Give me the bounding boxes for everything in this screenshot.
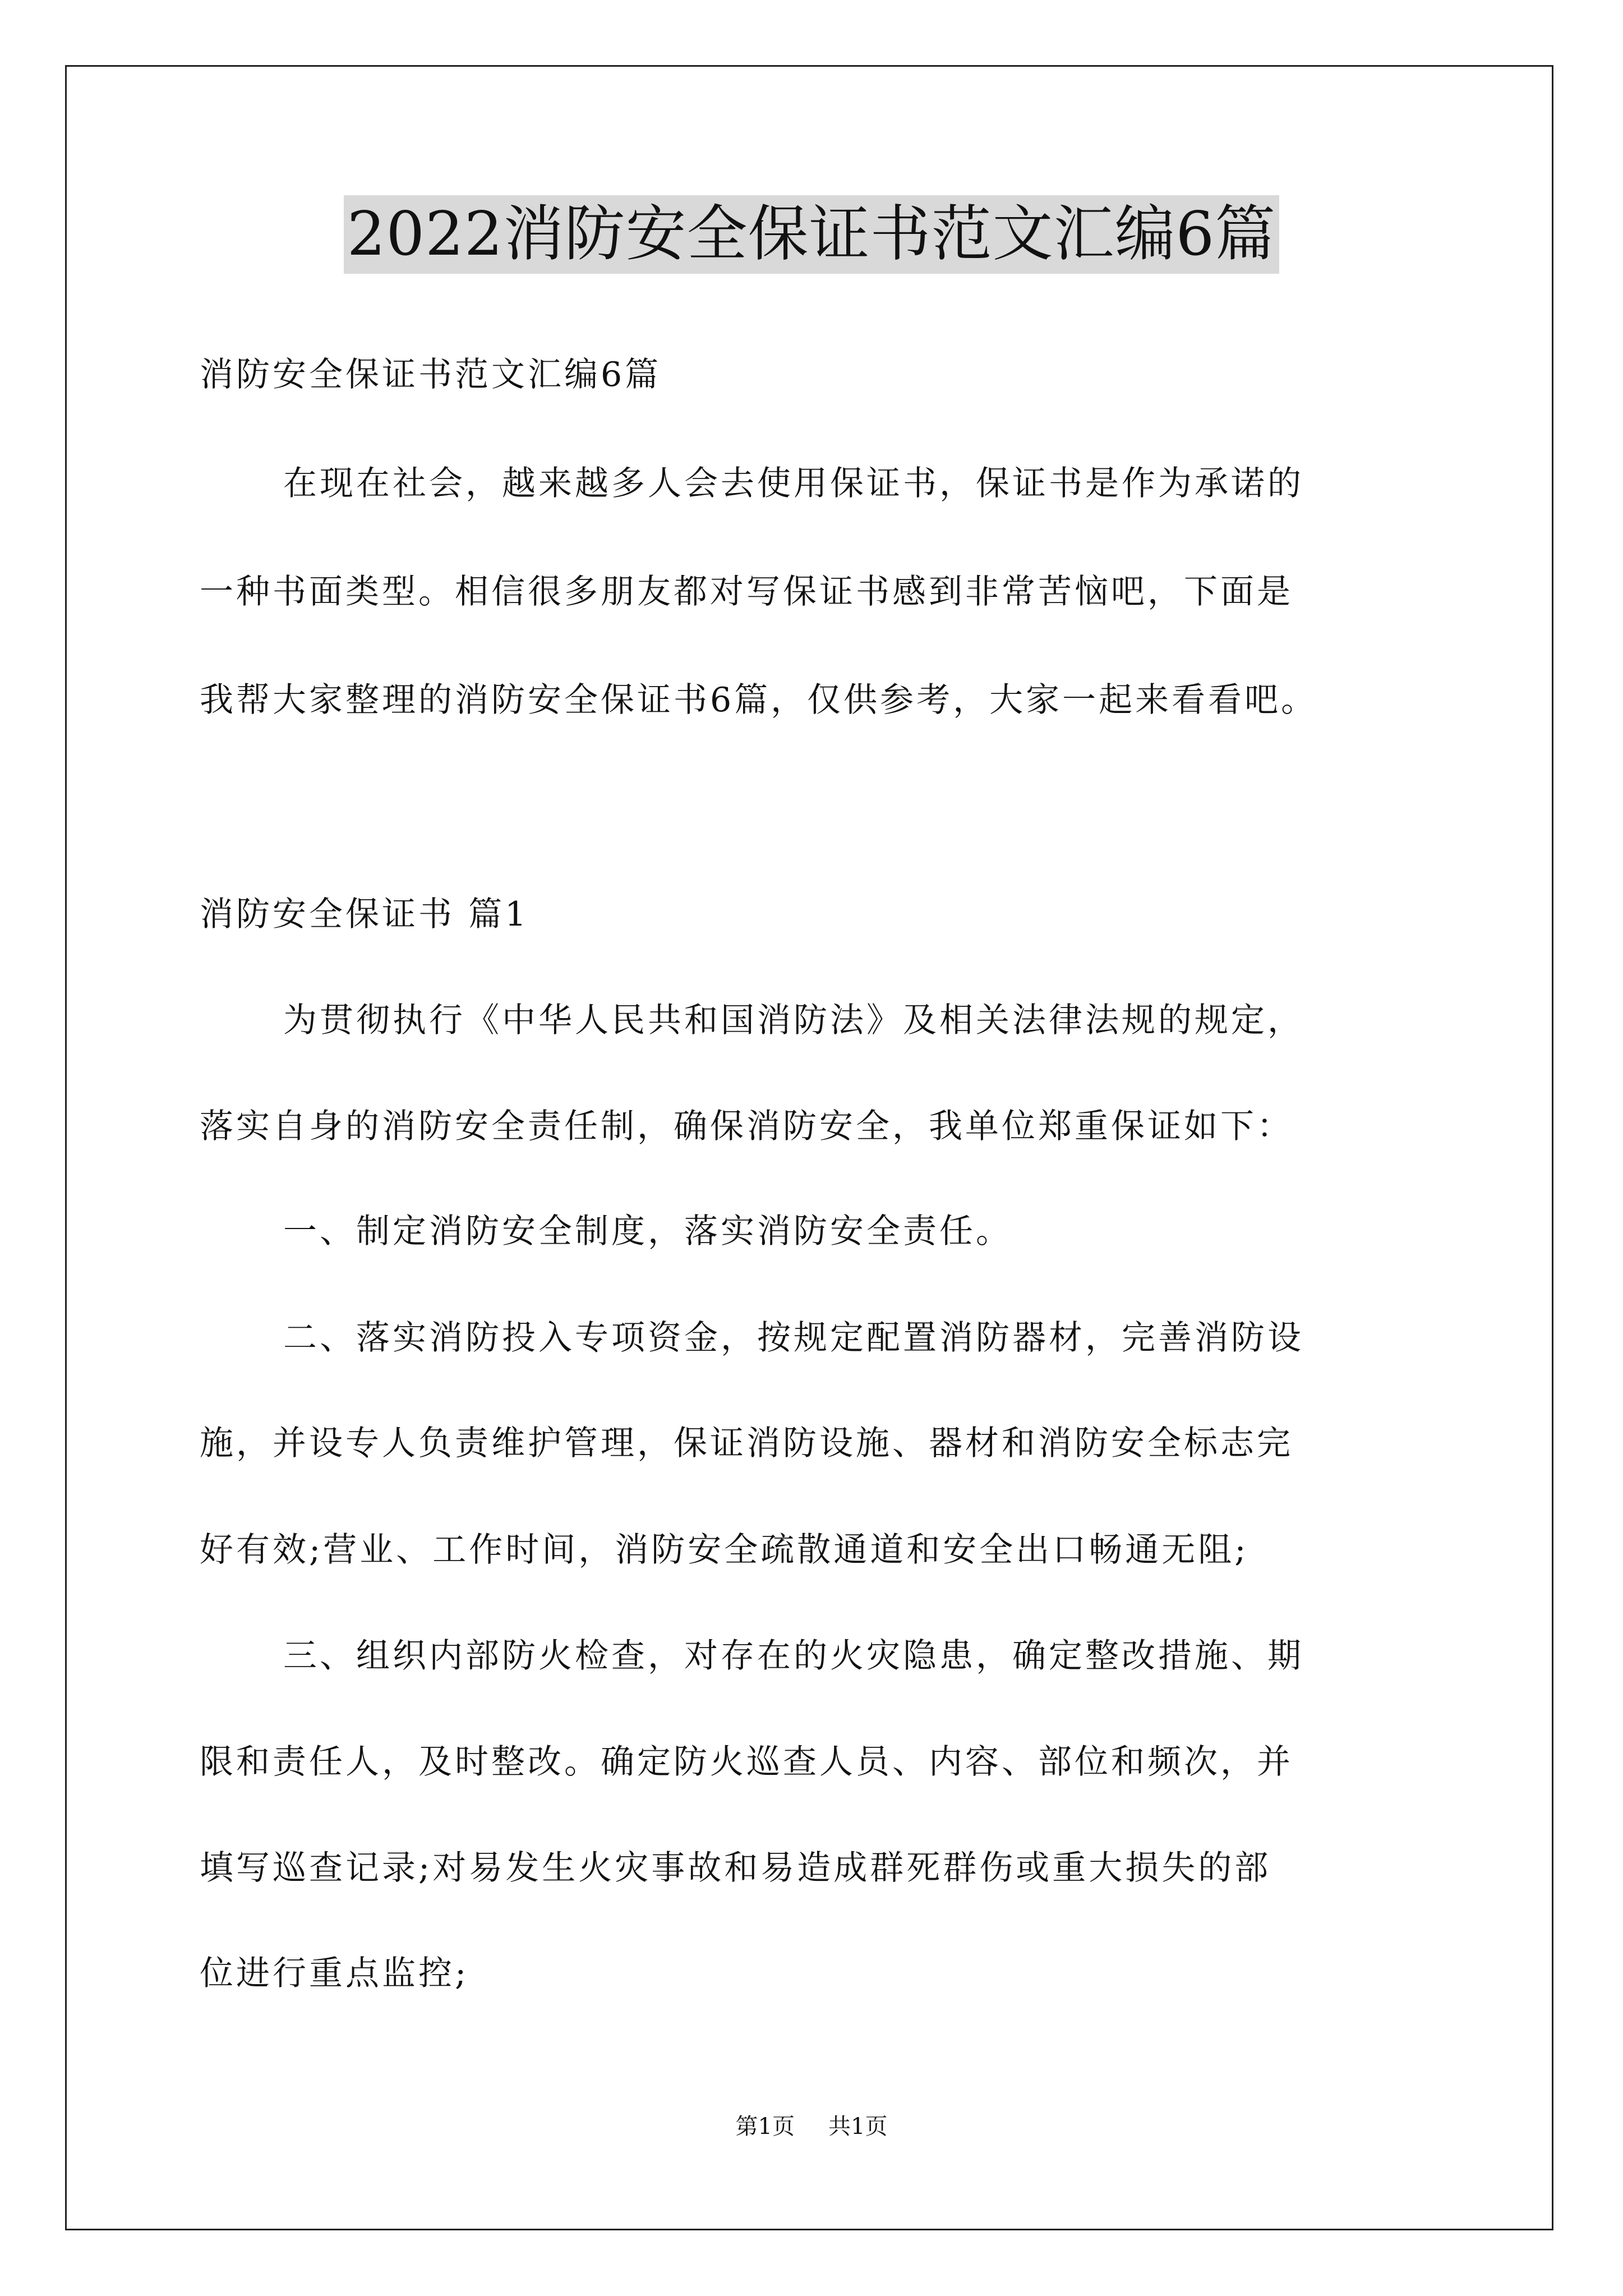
intro-line: 我帮大家整理的消防安全保证书6篇，仅供参考，大家一起来看看吧。 (200, 680, 1318, 720)
body-line: 位进行重点监控; (200, 1954, 469, 1993)
body-line: 限和责任人，及时整改。确定防火巡查人员、内容、部位和频次，并 (200, 1742, 1293, 1782)
title-container (0, 195, 1623, 274)
intro-line: 在现在社会，越来越多人会去使用保证书，保证书是作为承诺的 (283, 464, 1304, 503)
document-subtitle: 消防安全保证书范文汇编6篇 (200, 355, 662, 394)
intro-line: 一种书面类型。相信很多朋友都对写保证书感到非常苦恼吧，下面是 (200, 572, 1293, 611)
body-line: 施，并设专人负责维护管理，保证消防设施、器材和消防安全标志完 (200, 1424, 1293, 1463)
body-line: 填写巡查记录;对易发生火灾事故和易造成群死群伤或重大损失的部 (200, 1848, 1271, 1888)
body-line: 三、组织内部防火检查，对存在的火灾隐患，确定整改措施、期 (283, 1636, 1304, 1676)
body-line: 一、制定消防安全制度，落实消防安全责任。 (283, 1212, 1012, 1251)
section-heading: 消防安全保证书 篇1 (200, 895, 529, 934)
body-line: 为贯彻执行《中华人民共和国消防法》及相关法律法规的规定， (283, 1001, 1304, 1040)
page-number-current: 第1页 (735, 2114, 795, 2139)
body-line: 二、落实消防投入专项资金，按规定配置消防器材，完善消防设 (283, 1318, 1304, 1358)
page-footer (0, 2113, 1623, 2141)
page-number-total: 共1页 (828, 2114, 888, 2139)
document-title: 2022消防安全保证书范文汇编6篇 (344, 195, 1280, 274)
body-line: 落实自身的消防安全责任制，确保消防安全，我单位郑重保证如下： (200, 1107, 1293, 1146)
body-line: 好有效;营业、工作时间，消防安全疏散通道和安全出口畅通无阻; (200, 1530, 1249, 1570)
